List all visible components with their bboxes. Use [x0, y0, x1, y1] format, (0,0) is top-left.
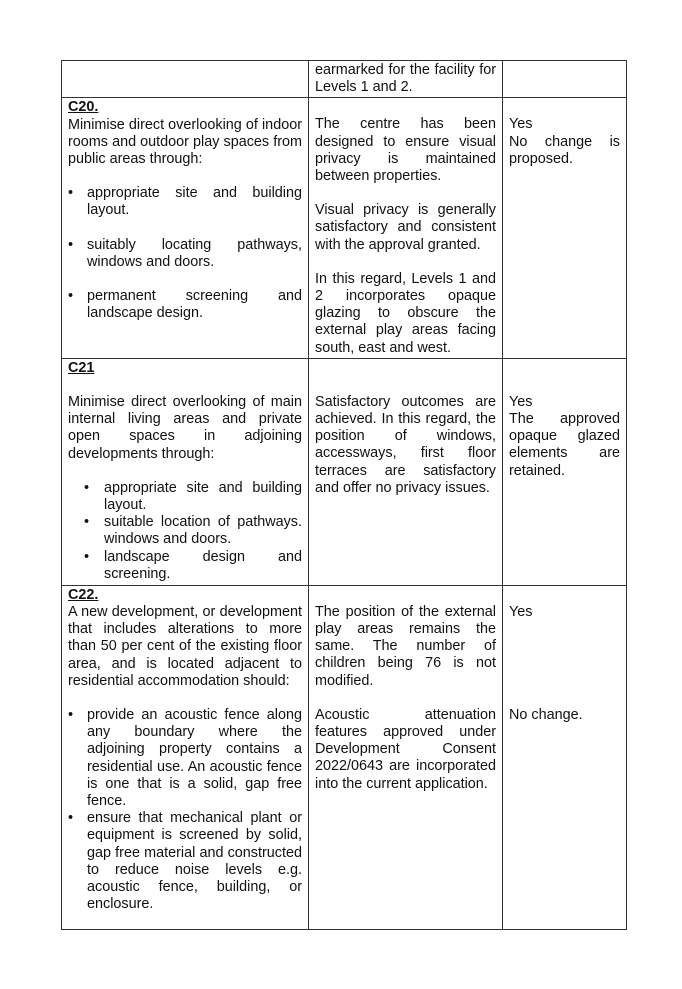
list-item: • permanent screening and landscape design.: [68, 288, 302, 322]
assessment-paragraph: The position of the external play areas remains the same. The number of children being 76 is not modified.: [315, 603, 496, 689]
compliance-cell: [503, 61, 627, 98]
control-id: C20.: [68, 99, 99, 116]
assessment-paragraph: earmarked for the facility for Levels 1 and 2.: [315, 62, 496, 96]
control-id: C21: [68, 359, 95, 376]
compliance-note: No change is proposed.: [509, 133, 620, 167]
compliance-cell: [503, 98, 627, 358]
control-intro: A new development, or development that includes alterations to more than 50 per cent of the existing floor area, and is located adjacent to residential accommodation should:: [68, 604, 302, 689]
control-bullet-list: [68, 480, 302, 583]
control-id: C22.: [68, 586, 99, 603]
list-item: • appropriate site and building layout.: [68, 480, 302, 514]
control-bullet-list: [68, 185, 302, 322]
control-bullet-list: [68, 707, 302, 913]
planning-compliance-table: [61, 60, 627, 930]
list-item: • suitable location of pathways. windows and doors.: [68, 514, 302, 548]
assessment-cell: [309, 358, 503, 585]
compliance-status: Yes: [509, 116, 533, 133]
assessment-cell: [309, 61, 503, 98]
assessment-paragraph: Satisfactory outcomes are achieved. In this regard, the position of windows, accessways, first floor terraces are satisfactory and offer no privacy issues.: [315, 393, 496, 496]
compliance-cell: [503, 358, 627, 585]
list-item: • suitably locating pathways, windows and doors.: [68, 237, 302, 271]
compliance-status: Yes: [509, 603, 533, 620]
standard-cell: [62, 358, 309, 585]
table-row: [62, 585, 627, 929]
standard-cell: [62, 98, 309, 358]
table-row: [62, 61, 627, 98]
assessment-cell: [309, 585, 503, 929]
assessment-cell: [309, 98, 503, 358]
assessment-paragraph: Acoustic attenuation features approved under Development Consent 2022/0643 are incorporated into the current application.: [315, 706, 496, 792]
list-item: • landscape design and screening.: [68, 549, 302, 583]
standard-cell: [62, 585, 309, 929]
assessment-paragraph: Visual privacy is generally satisfactory and consistent with the approval granted.: [315, 202, 496, 253]
control-intro: Minimise direct overlooking of indoor rooms and outdoor play spaces from public areas through:: [68, 116, 302, 168]
table-row: [62, 358, 627, 585]
compliance-note: No change.: [509, 707, 583, 724]
standard-cell: [62, 61, 309, 98]
assessment-paragraph: In this regard, Levels 1 and 2 incorporates opaque glazing to obscure the external play areas facing south, east and west.: [315, 270, 496, 356]
table-row: [62, 98, 627, 358]
list-item: • provide an acoustic fence along any boundary where the adjoining property contains a residential use. An acoustic fence is one that is a solid, gap free fence.: [68, 707, 302, 810]
compliance-cell: [503, 585, 627, 929]
compliance-status: Yes: [509, 393, 533, 410]
assessment-paragraph: The centre has been designed to ensure visual privacy is maintained between properties.: [315, 116, 496, 185]
compliance-note: The approved opaque glazed elements are retained.: [509, 411, 620, 479]
list-item: • appropriate site and building layout.: [68, 185, 302, 219]
list-item: • ensure that mechanical plant or equipment is screened by solid, gap free material and constructed to reduce noise levels e.g. acoustic fence, building, or enclosure.: [68, 810, 302, 913]
control-intro: Minimise direct overlooking of main internal living areas and private open spaces in adjoining developments through:: [68, 394, 302, 462]
